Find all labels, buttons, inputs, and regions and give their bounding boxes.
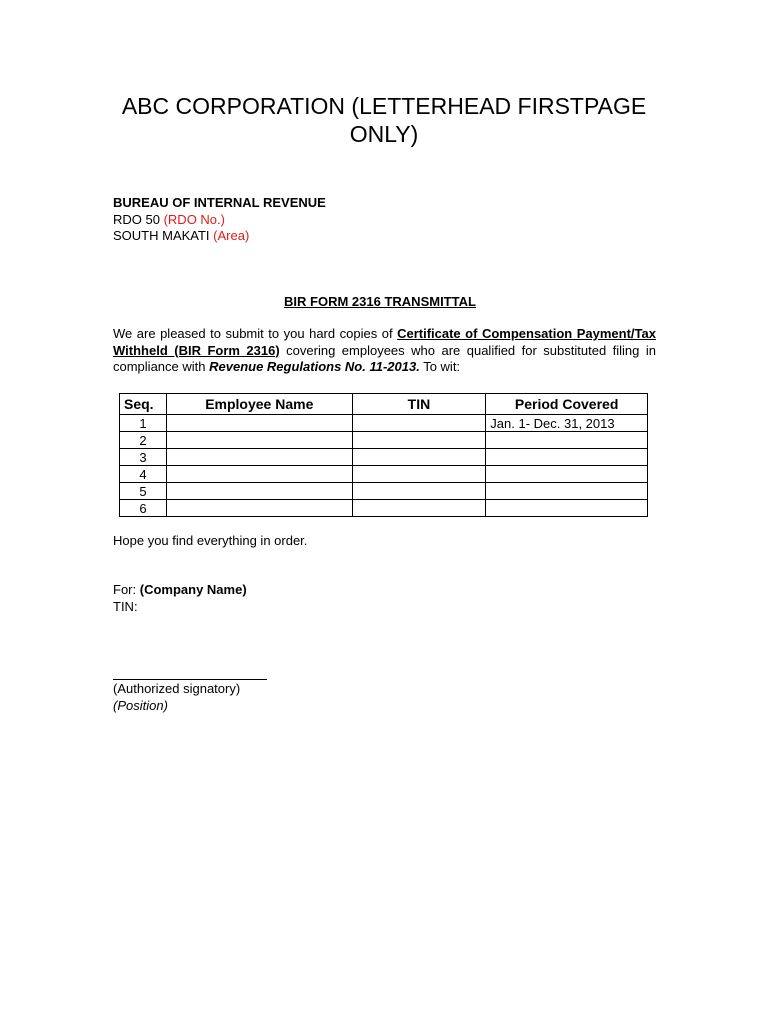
- cell-tin: [352, 500, 486, 517]
- cell-employee-name: [166, 432, 352, 449]
- cell-tin: [352, 449, 486, 466]
- addressee-rdo: [113, 212, 326, 229]
- cell-period: [486, 466, 648, 483]
- table-row: [120, 483, 648, 500]
- table-row: [120, 466, 648, 483]
- header-seq: Seq.: [120, 394, 167, 415]
- form-title: BIR FORM 2316 TRANSMITTAL: [284, 294, 476, 309]
- authorized-signatory: (Authorized signatory): [113, 681, 241, 696]
- rdo-value: RDO 50: [113, 211, 160, 227]
- para-part-3: To wit:: [419, 359, 461, 374]
- cell-seq: 2: [120, 432, 167, 449]
- letterhead-line-1: ABC CORPORATION (LETTERHEAD FIRSTPAGE: [121, 93, 647, 119]
- cell-seq: 4: [120, 466, 167, 483]
- cell-period: [486, 500, 648, 517]
- para-bold-2: Revenue Regulations No. 11-2013.: [209, 359, 420, 374]
- cell-tin: [352, 432, 486, 449]
- body-paragraph: [113, 326, 656, 376]
- header-employee-name: Employee Name: [166, 394, 352, 415]
- signature-block: [113, 681, 240, 714]
- letterhead-title: [100, 92, 668, 148]
- for-label: For:: [113, 582, 140, 597]
- header-period: Period Covered: [486, 394, 648, 415]
- cell-tin: [352, 466, 486, 483]
- addressee-block: [113, 195, 326, 245]
- table-row: [120, 415, 648, 432]
- employee-table: [119, 393, 648, 517]
- cell-seq: 5: [120, 483, 167, 500]
- rdo-hint: (RDO No.): [163, 211, 225, 227]
- letterhead-line-2: ONLY): [349, 121, 419, 147]
- signoff-block: [113, 582, 247, 615]
- company-name-placeholder: (Company Name): [139, 582, 247, 597]
- cell-seq: 3: [120, 449, 167, 466]
- cell-employee-name: [166, 449, 352, 466]
- addressee-name: BUREAU OF INTERNAL REVENUE: [113, 195, 326, 210]
- table-row: [120, 500, 648, 517]
- cell-employee-name: [166, 500, 352, 517]
- cell-period: [486, 432, 648, 449]
- tin-label: TIN:: [113, 598, 138, 614]
- cell-seq: 1: [120, 415, 167, 432]
- area-value: SOUTH MAKATI: [113, 228, 210, 243]
- para-bold-1: Certificate of Compensation Payment/Tax Withheld (BIR Form 2316): [113, 326, 656, 358]
- area-hint: (Area): [213, 228, 250, 243]
- addressee-area: [113, 228, 326, 245]
- cell-period: [486, 483, 648, 500]
- table-row: [120, 449, 648, 466]
- table-row: [120, 432, 648, 449]
- cell-tin: [352, 483, 486, 500]
- signature-line: [113, 679, 267, 680]
- cell-employee-name: [166, 483, 352, 500]
- cell-employee-name: [166, 415, 352, 432]
- cell-tin: [352, 415, 486, 432]
- cell-period: Jan. 1- Dec. 31, 2013: [486, 415, 648, 432]
- header-tin: TIN: [352, 394, 486, 415]
- para-part-2: covering employees who are qualified for substituted filing in compliance with: [113, 342, 656, 374]
- para-part-1: We are pleased to submit to you hard copies of: [113, 326, 398, 341]
- position-placeholder: (Position): [113, 697, 168, 713]
- table-header-row: [120, 394, 648, 415]
- cell-employee-name: [166, 466, 352, 483]
- cell-period: [486, 449, 648, 466]
- for-line: [113, 582, 247, 599]
- closing-line: Hope you find everything in order.: [113, 533, 308, 548]
- cell-seq: 6: [120, 500, 167, 517]
